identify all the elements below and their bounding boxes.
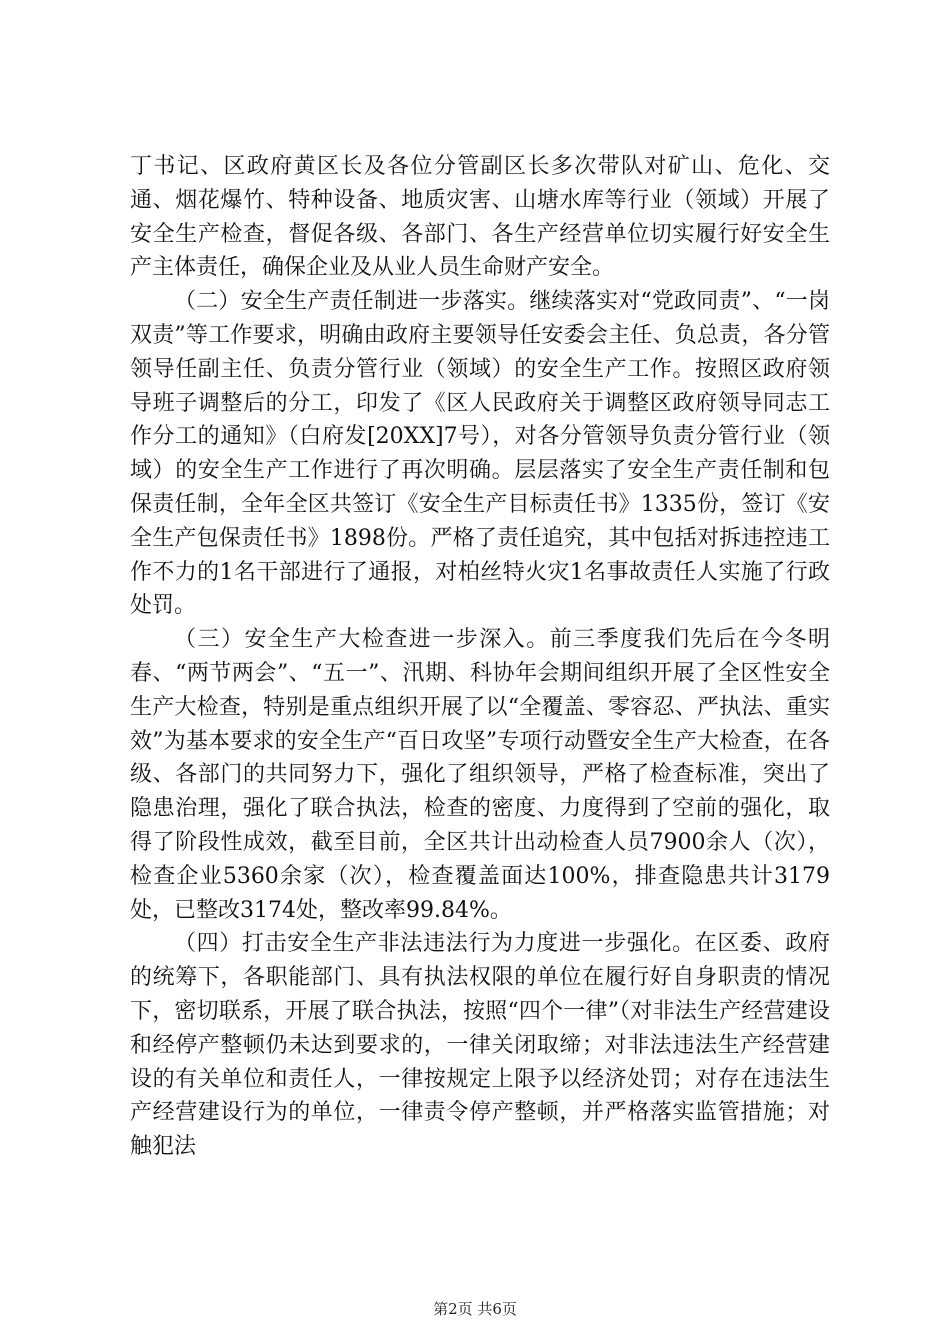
paragraph-continued: 丁书记、区政府黄区长及各位分管副区长多次带队对矿山、危化、交通、烟花爆竹、特种设备、地质灾害、山塘水库等行业（领域）开展了安全生产检查，督促各级、各部门、各生产经营单位切实履行好安全生产主体责任，确保企业及从业人员生命财产安全。 — [130, 154, 830, 281]
paragraph-responsibility: （二）安全生产责任制进一步落实。继续落实对“党政同责”、“一岗双责”等工作要求，明确由政府主要领导任安委会主任、负总责，各分管领导任副主任、负责分管行业（领域）的安全生产工作。按照区政府领导班子调整后的分工，印发了《区人民政府关于调整区政府领导同志工作分工的通知》（白府发[20XX]7号），对各分管领导负责分管行业（领域）的安全生产工作进行了再次明确。层层落实了安全生产责任制和包保责任制，全年全区共签订《安全生产目标责任书》1335份，签订《安全生产包保责任书》1898份。严格了责任追究，其中包括对拆违控违工作不力的1名干部进行了通报，对柏丝特火灾1名事故责任人实施了行政处罚。 — [130, 289, 830, 619]
paragraph-inspection: （三）安全生产大检查进一步深入。前三季度我们先后在今冬明春、“两节两会”、“五一”、汛期、科协年会期间组织开展了全区性安全生产大检查，特别是重点组织开展了以“全覆盖、零容忍、严执法、重实效”为基本要求的安全生产“百日攻坚”专项行动暨安全生产大检查，在各级、各部门的共同努力下，强化了组织领导，严格了检查标准，突出了隐患治理，强化了联合执法，检查的密度、力度得到了空前的强化，取得了阶段性成效，截至目前，全区共计出动检查人员7900余人（次），检查企业5360余家（次），检查覆盖面达100%，排查隐患共计3179处，已整改3174处，整改率99.84%。 — [130, 627, 830, 923]
body-text — [130, 150, 830, 1164]
page-number-footer: 第2页 共6页 — [433, 1300, 517, 1318]
paragraph-enforcement: （四）打击安全生产非法违法行为力度进一步强化。在区委、政府的统筹下，各职能部门、具有执法权限的单位在履行好自身职责的情况下，密切联系，开展了联合执法，按照“四个一律”（对非法生产经营建设和经停产整顿仍未达到要求的，一律关闭取缔；对非法违法生产经营建设的有关单位和责任人，一律按规定上限予以经济处罚；对存在违法生产经营建设行为的单位，一律责令停产整顿，并严格落实监管措施；对触犯法 — [130, 931, 830, 1160]
